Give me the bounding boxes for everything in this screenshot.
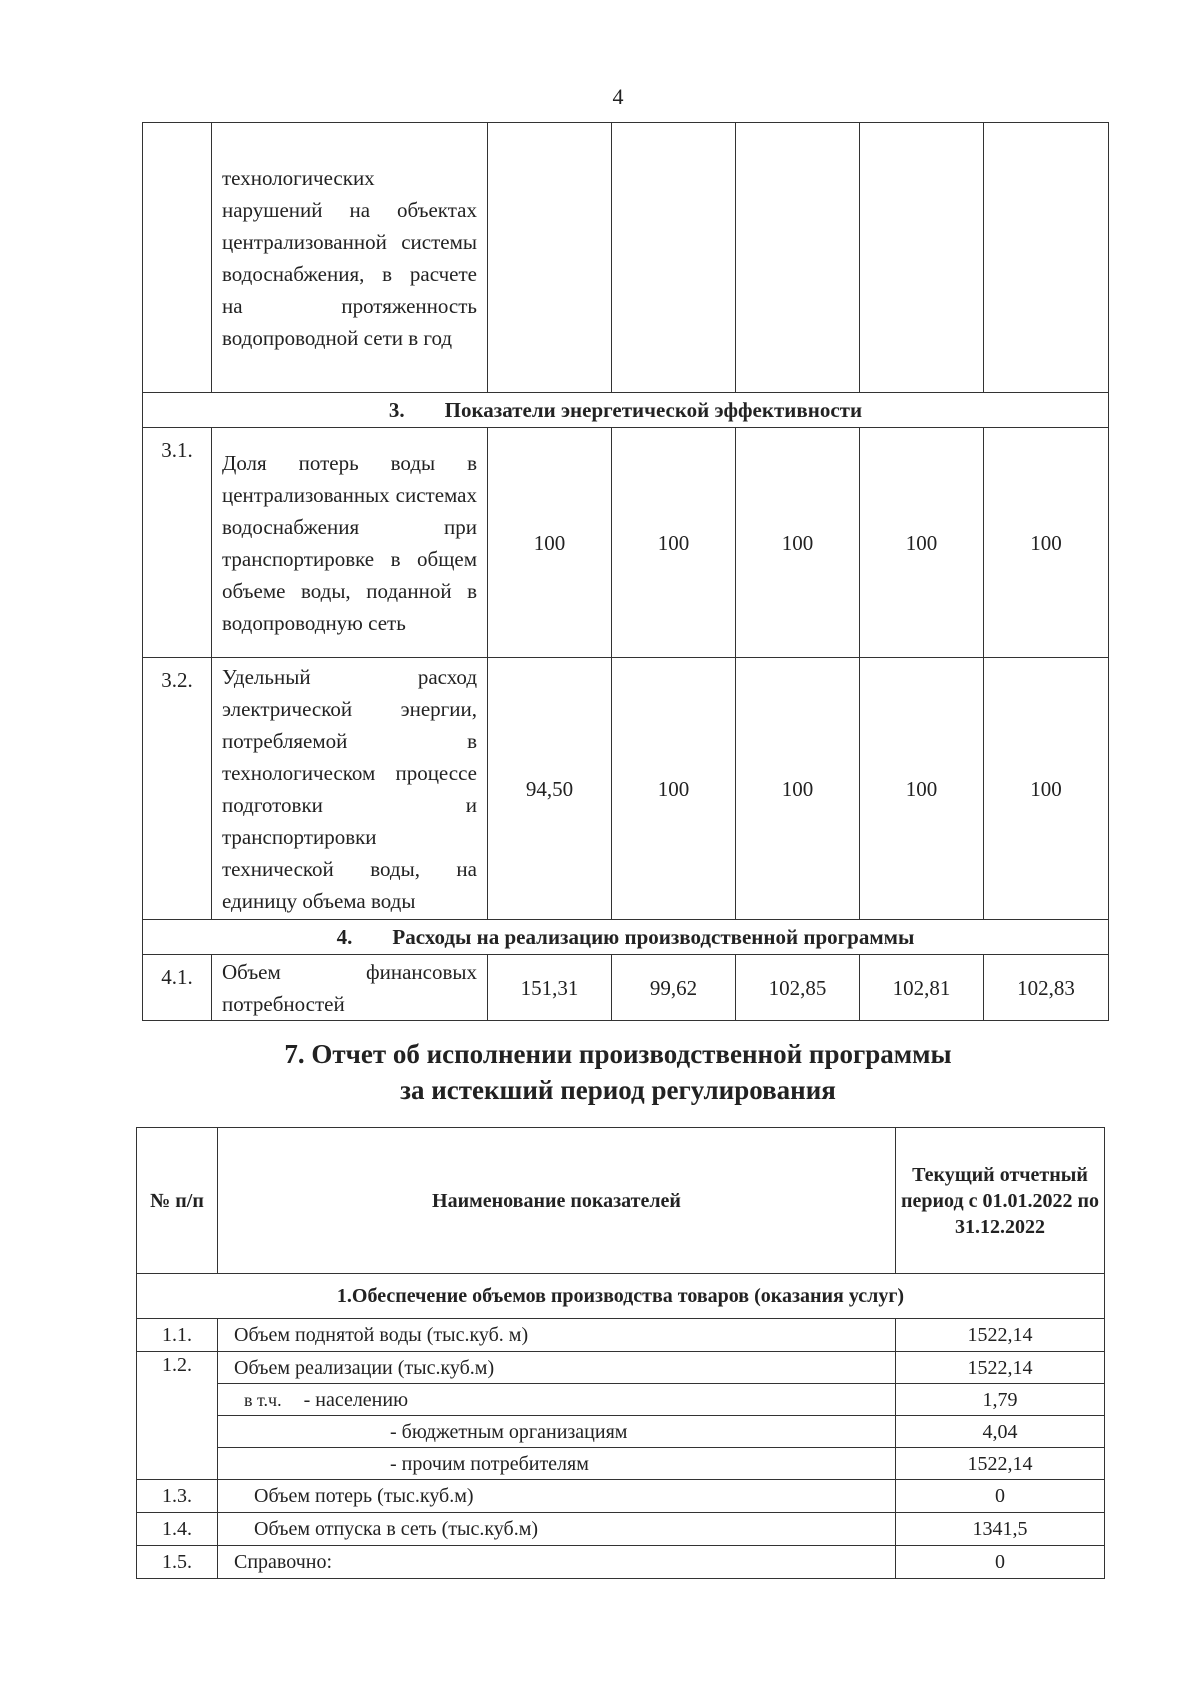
value-cell: 94,50 [488,658,612,920]
value-cell [984,123,1109,393]
section-header-row [143,393,1109,428]
table-row [137,1448,1105,1480]
value-cell: 1522,14 [896,1352,1105,1384]
value-cell: 1522,14 [896,1448,1105,1480]
table-row [143,123,1109,393]
value-cell [860,123,984,393]
value-cell: 100 [984,428,1109,658]
table-row [143,658,1109,920]
value-cell: 1,79 [896,1384,1105,1416]
value-cell: 1341,5 [896,1513,1105,1546]
indicator-description: Удельный расход электрической энергии, потребляемой в технологическом процессе подготовки и транспортировки технической воды, на единицу объема воды [212,658,488,920]
table-row [137,1319,1105,1352]
report-title [0,1036,1200,1108]
report-table [136,1127,1105,1579]
indicator-name: Объем отпуска в сеть (тыс.куб.м) [218,1513,896,1546]
value-cell: 100 [736,428,860,658]
table-row [137,1546,1105,1579]
row-number: 1.3. [137,1480,218,1513]
value-cell: 1522,14 [896,1319,1105,1352]
table-row [143,428,1109,658]
indicator-description: технологических нарушений на объектах централизованной системы водоснабжения, в расчете на протяженность водопроводной сети в год [212,123,488,393]
value-cell: 100 [488,428,612,658]
value-cell: 100 [984,658,1109,920]
value-cell: 99,62 [612,955,736,1021]
indicators-table [142,122,1109,1021]
value-cell: 100 [612,658,736,920]
value-cell: 0 [896,1546,1105,1579]
value-cell: 102,81 [860,955,984,1021]
row-number: 4.1. [143,955,212,1021]
value-cell: 102,85 [736,955,860,1021]
value-cell: 100 [860,428,984,658]
indicator-description: Доля потерь воды в централизованных системах водоснабжения при транспортировке в общем объеме воды, поданной в водопроводную сеть [212,428,488,658]
value-cell: 0 [896,1480,1105,1513]
section-title: Расходы на реализацию производственной программы [392,925,915,949]
section-heading [143,920,1109,955]
indicator-subitem: - бюджетным организациям [218,1416,896,1448]
indicator-description: Объем финансовых потребностей [212,955,488,1021]
value-cell: 100 [860,658,984,920]
row-number: 3.1. [143,428,212,658]
indicator-name: Объем поднятой воды (тыс.куб. м) [218,1319,896,1352]
row-number: 1.4. [137,1513,218,1546]
value-cell: 151,31 [488,955,612,1021]
table-header-row [137,1128,1105,1274]
row-number: 1.2. [137,1352,218,1480]
section-number: 4. [336,925,353,949]
table-row [137,1384,1105,1416]
indicator-name [218,1384,896,1416]
value-cell [736,123,860,393]
table-row [143,955,1109,1021]
section-heading: 1.Обеспечение объемов производства товаров (оказания услуг) [137,1274,1105,1319]
value-cell: 102,83 [984,955,1109,1021]
section-header-row [137,1274,1105,1319]
report-title-line: 7. Отчет об исполнении производственной программы [284,1039,952,1069]
value-cell [612,123,736,393]
row-number [143,123,212,393]
value-cell [488,123,612,393]
table-row [137,1416,1105,1448]
row-number: 1.5. [137,1546,218,1579]
table-row [137,1352,1105,1384]
column-header-period: Текущий отчетный период с 01.01.2022 по 31.12.2022 [896,1128,1105,1274]
indicator-subitem: - населению [303,1388,409,1411]
including-label: в т.ч. [244,1389,282,1410]
section-header-row [143,920,1109,955]
table-row [137,1480,1105,1513]
column-header-number: № п/п [137,1128,218,1274]
indicator-name: Объем потерь (тыс.куб.м) [218,1480,896,1513]
section-number: 3. [388,398,405,422]
section-heading [143,393,1109,428]
page-number: 4 [612,84,624,109]
row-number: 1.1. [137,1319,218,1352]
value-cell: 100 [612,428,736,658]
row-number: 3.2. [143,658,212,920]
indicator-name: Объем реализации (тыс.куб.м) [218,1352,896,1384]
indicator-subitem: - прочим потребителям [218,1448,896,1480]
indicator-name: Справочно: [218,1546,896,1579]
table-row [137,1513,1105,1546]
section-title: Показатели энергетической эффективности [444,398,863,422]
report-title-line: за истекший период регулирования [400,1075,836,1105]
value-cell: 100 [736,658,860,920]
value-cell: 4,04 [896,1416,1105,1448]
column-header-name: Наименование показателей [218,1128,896,1274]
